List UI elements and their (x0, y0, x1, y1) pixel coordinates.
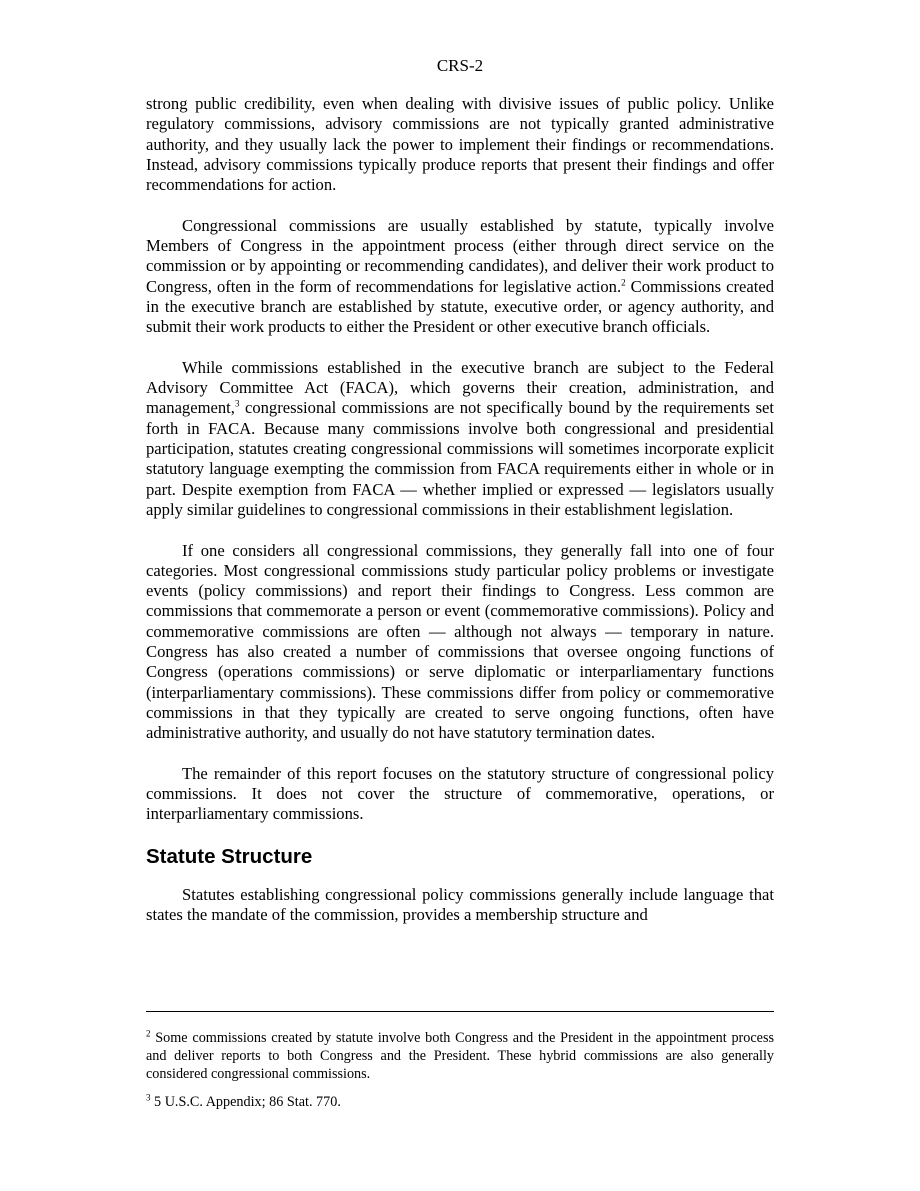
footnote-2 (146, 1029, 774, 1084)
footnote-divider (146, 1011, 774, 1012)
page-number-header: CRS-2 (436, 56, 484, 75)
body-paragraph-faca (146, 358, 774, 520)
footnote-3 (146, 1093, 774, 1111)
footnote-reference-2: 2 (621, 277, 626, 288)
footnote-number: 2 (146, 1028, 151, 1039)
footnotes (146, 1029, 774, 1120)
body-paragraph-statute-structure: Statutes establishing congressional policy commissions generally include language that states the mandate of the commission, provides a membership structure and (146, 884, 774, 925)
paragraph-text: While commissions established in the executive branch are subject to the Federal Advisory Committee Act (FACA), which governs their creation, administration, and management, (146, 357, 774, 418)
body-paragraph-categories: If one considers all congressional commissions, they generally fall into one of four categories. Most congressional commissions study particular policy problems or investigate events (policy commissions) and report their findings to Congress. Less common are commissions that commemorate a person or event (commemorative commissions). Policy and commemorative commissions are often — although not always — temporary in nature. Congress has also created a number of commissions that oversee ongoing functions of Congress (operations commissions) or serve diplomatic or interparliamentary functions (interparliamentary commissions). These commissions differ from policy or commemorative commissions in that they typically are created to serve ongoing functions, often have administrative authority, and usually do not have statutory termination dates. (146, 540, 774, 743)
body-paragraph-congressional-commissions (146, 216, 774, 338)
footnote-number: 3 (146, 1091, 151, 1102)
paragraph-text: congressional commissions are not specifically bound by the requirements set forth in FACA. Because many commissions involve both congressional and presidential participation, statutes creating congressional commissions will sometimes incorporate explicit statutory language exempting the commission from FACA requirements either in whole or in part. Despite exemption from FACA — whether implied or expressed — legislators usually apply similar guidelines to congressional commissions in their establishment legislation. (146, 398, 774, 519)
footnote-reference-3: 3 (234, 398, 240, 409)
footnote-text: 5 U.S.C. Appendix; 86 Stat. 770. (150, 1093, 341, 1110)
section-heading: Statute Structure (146, 844, 313, 868)
body-paragraph-report-focus: The remainder of this report focuses on the statutory structure of congressional policy commissions. It does not cover the structure of commemorative, operations, or interparliamentary commissions. (146, 763, 774, 824)
body-paragraph-continued: strong public credibility, even when dealing with divisive issues of public policy. Unlike regulatory commissions, advisory commissions are not typically granted administrative authority, and they usually lack the power to implement their findings or recommendations. Instead, advisory commissions typically produce reports that present their findings and offer recommendations for action. (146, 94, 774, 195)
paragraph-text: Commissions created in the executive branch are established by statute, executive order, or agency authority, and submit their work products to either the President or other executive branch officials. (146, 276, 774, 337)
paragraph-text: Congressional commissions are usually established by statute, typically involve Members of Congress in the appointment process (either through direct service on the commission or by appointing or recommending candidates), and deliver their work product to Congress, often in the form of recommendations for legislative action. (146, 215, 774, 296)
footnote-text: Some commissions created by statute involve both Congress and the President in the appointment process and deliver reports to both Congress and the President. These hybrid commissions are also generally considered congressional commissions. (146, 1030, 774, 1083)
report-body (146, 94, 774, 946)
